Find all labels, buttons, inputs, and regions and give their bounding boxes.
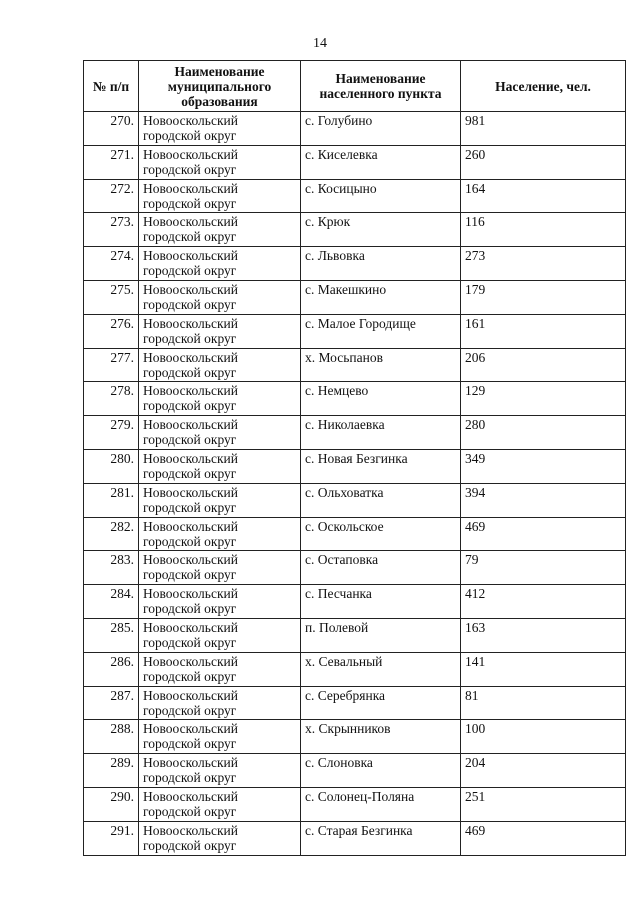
row-number: 278. bbox=[84, 382, 139, 416]
table-row bbox=[84, 517, 626, 551]
row-population: 179 bbox=[461, 280, 626, 314]
row-settlement: с. Остаповка bbox=[301, 551, 461, 585]
row-population: 981 bbox=[461, 112, 626, 146]
row-population: 141 bbox=[461, 652, 626, 686]
row-municipality: Новооскольский городской округ bbox=[139, 720, 301, 754]
row-settlement: п. Полевой bbox=[301, 618, 461, 652]
row-population: 129 bbox=[461, 382, 626, 416]
table-row bbox=[84, 213, 626, 247]
row-municipality: Новооскольский городской округ bbox=[139, 382, 301, 416]
row-settlement: с. Львовка bbox=[301, 247, 461, 281]
table-header bbox=[84, 61, 626, 112]
row-settlement: с. Оскольское bbox=[301, 517, 461, 551]
row-population: 412 bbox=[461, 585, 626, 619]
row-population: 206 bbox=[461, 348, 626, 382]
table-row bbox=[84, 551, 626, 585]
row-population: 79 bbox=[461, 551, 626, 585]
row-population: 204 bbox=[461, 754, 626, 788]
header-settlement: Наименование населенного пункта bbox=[301, 61, 461, 112]
row-number: 273. bbox=[84, 213, 139, 247]
table-row bbox=[84, 449, 626, 483]
row-settlement: с. Косицыно bbox=[301, 179, 461, 213]
row-settlement: с. Новая Безгинка bbox=[301, 449, 461, 483]
row-municipality: Новооскольский городской округ bbox=[139, 348, 301, 382]
row-settlement: с. Голубино bbox=[301, 112, 461, 146]
row-population: 251 bbox=[461, 787, 626, 821]
row-settlement: с. Ольховатка bbox=[301, 483, 461, 517]
row-population: 81 bbox=[461, 686, 626, 720]
table-body bbox=[84, 112, 626, 856]
row-number: 291. bbox=[84, 821, 139, 855]
row-municipality: Новооскольский городской округ bbox=[139, 517, 301, 551]
row-settlement: с. Песчанка bbox=[301, 585, 461, 619]
row-settlement: с. Серебрянка bbox=[301, 686, 461, 720]
table-row bbox=[84, 821, 626, 855]
table-row bbox=[84, 112, 626, 146]
table-row bbox=[84, 686, 626, 720]
row-settlement: с. Слоновка bbox=[301, 754, 461, 788]
row-number: 274. bbox=[84, 247, 139, 281]
row-number: 276. bbox=[84, 314, 139, 348]
row-number: 286. bbox=[84, 652, 139, 686]
row-municipality: Новооскольский городской округ bbox=[139, 314, 301, 348]
table-row bbox=[84, 652, 626, 686]
row-settlement: х. Севальный bbox=[301, 652, 461, 686]
settlements-table bbox=[83, 60, 626, 856]
row-municipality: Новооскольский городской округ bbox=[139, 112, 301, 146]
row-population: 394 bbox=[461, 483, 626, 517]
row-number: 283. bbox=[84, 551, 139, 585]
row-number: 290. bbox=[84, 787, 139, 821]
row-number: 282. bbox=[84, 517, 139, 551]
table-row bbox=[84, 720, 626, 754]
row-population: 273 bbox=[461, 247, 626, 281]
row-number: 285. bbox=[84, 618, 139, 652]
row-municipality: Новооскольский городской округ bbox=[139, 449, 301, 483]
row-number: 287. bbox=[84, 686, 139, 720]
row-settlement: с. Крюк bbox=[301, 213, 461, 247]
row-municipality: Новооскольский городской округ bbox=[139, 787, 301, 821]
table-row bbox=[84, 247, 626, 281]
row-settlement: с. Старая Безгинка bbox=[301, 821, 461, 855]
row-municipality: Новооскольский городской округ bbox=[139, 754, 301, 788]
row-number: 280. bbox=[84, 449, 139, 483]
row-settlement: с. Немцево bbox=[301, 382, 461, 416]
row-population: 116 bbox=[461, 213, 626, 247]
row-settlement: с. Макешкино bbox=[301, 280, 461, 314]
row-settlement: х. Мосьпанов bbox=[301, 348, 461, 382]
row-municipality: Новооскольский городской округ bbox=[139, 145, 301, 179]
table-row bbox=[84, 483, 626, 517]
table-row bbox=[84, 145, 626, 179]
row-municipality: Новооскольский городской округ bbox=[139, 179, 301, 213]
row-population: 280 bbox=[461, 416, 626, 450]
table-row bbox=[84, 618, 626, 652]
row-municipality: Новооскольский городской округ bbox=[139, 483, 301, 517]
table-row bbox=[84, 179, 626, 213]
row-population: 260 bbox=[461, 145, 626, 179]
row-number: 288. bbox=[84, 720, 139, 754]
header-num: № п/п bbox=[84, 61, 139, 112]
row-settlement: х. Скрынников bbox=[301, 720, 461, 754]
table-row bbox=[84, 585, 626, 619]
row-number: 284. bbox=[84, 585, 139, 619]
table-row bbox=[84, 416, 626, 450]
row-municipality: Новооскольский городской округ bbox=[139, 416, 301, 450]
row-population: 349 bbox=[461, 449, 626, 483]
page-number: 14 bbox=[313, 36, 327, 51]
row-municipality: Новооскольский городской округ bbox=[139, 247, 301, 281]
table-row bbox=[84, 348, 626, 382]
row-settlement: с. Солонец-Поляна bbox=[301, 787, 461, 821]
header-municipality: Наименование муниципального образования bbox=[139, 61, 301, 112]
row-population: 163 bbox=[461, 618, 626, 652]
row-municipality: Новооскольский городской округ bbox=[139, 551, 301, 585]
row-number: 281. bbox=[84, 483, 139, 517]
row-number: 272. bbox=[84, 179, 139, 213]
row-municipality: Новооскольский городской округ bbox=[139, 652, 301, 686]
row-number: 270. bbox=[84, 112, 139, 146]
row-population: 161 bbox=[461, 314, 626, 348]
row-number: 279. bbox=[84, 416, 139, 450]
row-municipality: Новооскольский городской округ bbox=[139, 618, 301, 652]
table-row bbox=[84, 754, 626, 788]
row-number: 289. bbox=[84, 754, 139, 788]
row-number: 271. bbox=[84, 145, 139, 179]
row-municipality: Новооскольский городской округ bbox=[139, 585, 301, 619]
row-population: 164 bbox=[461, 179, 626, 213]
table-row bbox=[84, 382, 626, 416]
table-row bbox=[84, 314, 626, 348]
row-municipality: Новооскольский городской округ bbox=[139, 686, 301, 720]
row-population: 100 bbox=[461, 720, 626, 754]
row-population: 469 bbox=[461, 517, 626, 551]
header-population: Население, чел. bbox=[461, 61, 626, 112]
row-settlement: с. Малое Городище bbox=[301, 314, 461, 348]
row-population: 469 bbox=[461, 821, 626, 855]
row-settlement: с. Николаевка bbox=[301, 416, 461, 450]
row-municipality: Новооскольский городской округ bbox=[139, 280, 301, 314]
row-municipality: Новооскольский городской округ bbox=[139, 213, 301, 247]
table-row bbox=[84, 280, 626, 314]
row-municipality: Новооскольский городской округ bbox=[139, 821, 301, 855]
row-settlement: с. Киселевка bbox=[301, 145, 461, 179]
row-number: 277. bbox=[84, 348, 139, 382]
table-row bbox=[84, 787, 626, 821]
row-number: 275. bbox=[84, 280, 139, 314]
header-row bbox=[84, 61, 626, 112]
